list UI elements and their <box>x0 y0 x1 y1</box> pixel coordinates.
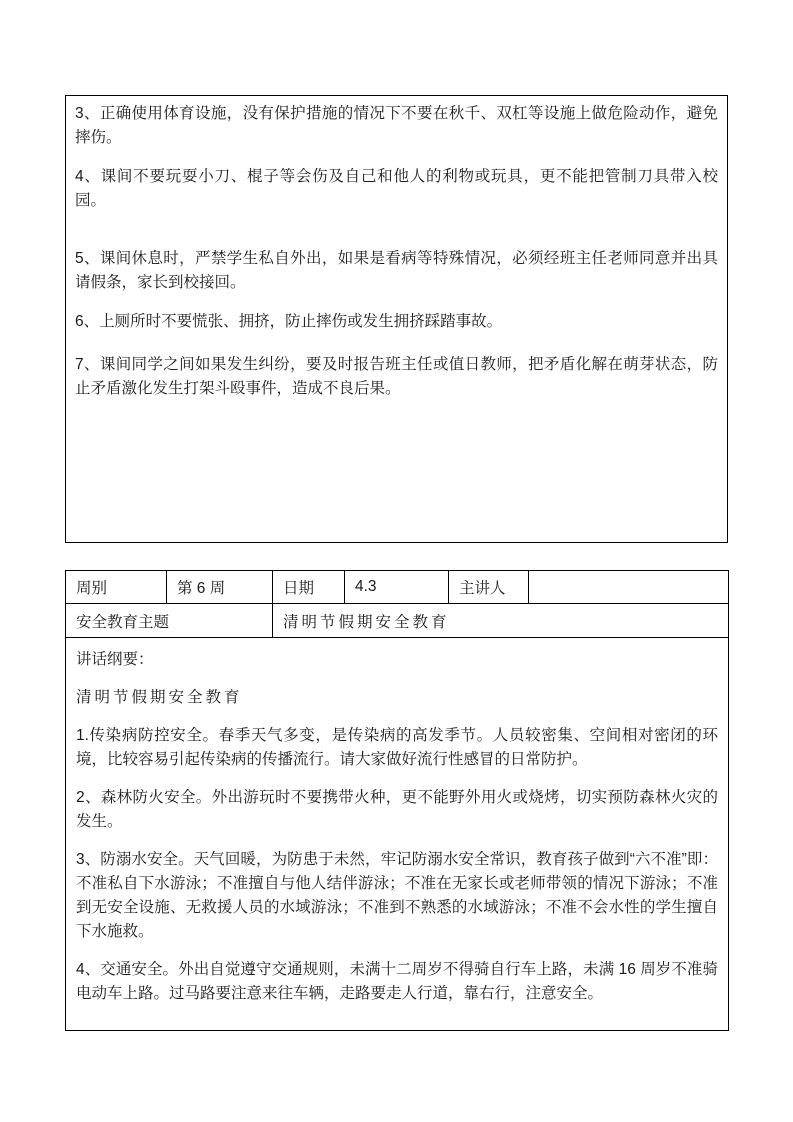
outline-heading: 讲话纲要： <box>76 651 154 668</box>
table-outline-row <box>66 638 729 1031</box>
lesson-info-table <box>65 570 729 1031</box>
topic-label-cell: 安全教育主题 <box>66 604 273 638</box>
note-item-3: 3、正确使用体育设施，没有保护措施的情况下不要在秋千、双杠等设施上做危险动作，避免摔伤。 <box>75 105 718 146</box>
week-value-cell: 第 6 周 <box>167 571 273 604</box>
outline-item-3: 3、防溺水安全。天气回暖，为防患于未然，牢记防溺水安全常识，教育孩子做到“六不准”即：不准私自下水游泳；不准擅自与他人结伴游泳；不准在无家长或老师带领的情况下游泳；不准到无安全设施、无救援人员的水域游泳；不准到不熟悉的水域游泳；不准不会水性的学生擅自下水施救。 <box>76 851 718 940</box>
note-item-5: 5、课间休息时，严禁学生私自外出，如果是看病等特殊情况，必须经班主任老师同意并出具请假条，家长到校接回。 <box>75 250 718 291</box>
date-value-cell: 4.3 <box>345 571 449 604</box>
outline-cell <box>66 638 729 1031</box>
week-label-cell: 周别 <box>66 571 167 604</box>
outline-item-1: 1.传染病防控安全。春季天气多变，是传染病的高发季节。人员较密集、空间相对密闭的环境，比较容易引起传染病的传播流行。请大家做好流行性感冒的日常防护。 <box>76 727 718 768</box>
note-item-7: 7、课间同学之间如果发生纠纷，要及时报告班主任或值日教师，把矛盾化解在萌芽状态，防止矛盾激化发生打架斗殴事件，造成不良后果。 <box>75 356 718 397</box>
date-label-cell: 日期 <box>273 571 345 604</box>
topic-value-cell: 清明节假期安全教育 <box>273 604 729 638</box>
safety-notes-box <box>65 95 728 543</box>
table-topic-row <box>66 604 729 638</box>
table-meta-row <box>66 571 729 604</box>
note-item-4: 4、课间不要玩耍小刀、棍子等会伤及自己和他人的利物或玩具，更不能把管制刀具带入校园。 <box>75 168 718 209</box>
note-item-6: 6、上厕所时不要慌张、拥挤，防止摔伤或发生拥挤踩踏事故。 <box>75 313 503 330</box>
outline-item-4: 4、交通安全。外出自觉遵守交通规则，未满十二周岁不得骑自行车上路，未满 16 周岁不准骑电动车上路。过马路要注意来往车辆，走路要走人行道，靠右行，注意安全。 <box>76 961 718 1002</box>
speaker-label-cell: 主讲人 <box>449 571 529 604</box>
speaker-value-cell <box>529 571 729 604</box>
outline-title: 清明节假期安全教育 <box>76 689 243 706</box>
outline-item-2: 2、森林防火安全。外出游玩时不要携带火种，更不能野外用火或烧烤，切实预防森林火灾的发生。 <box>76 789 718 830</box>
